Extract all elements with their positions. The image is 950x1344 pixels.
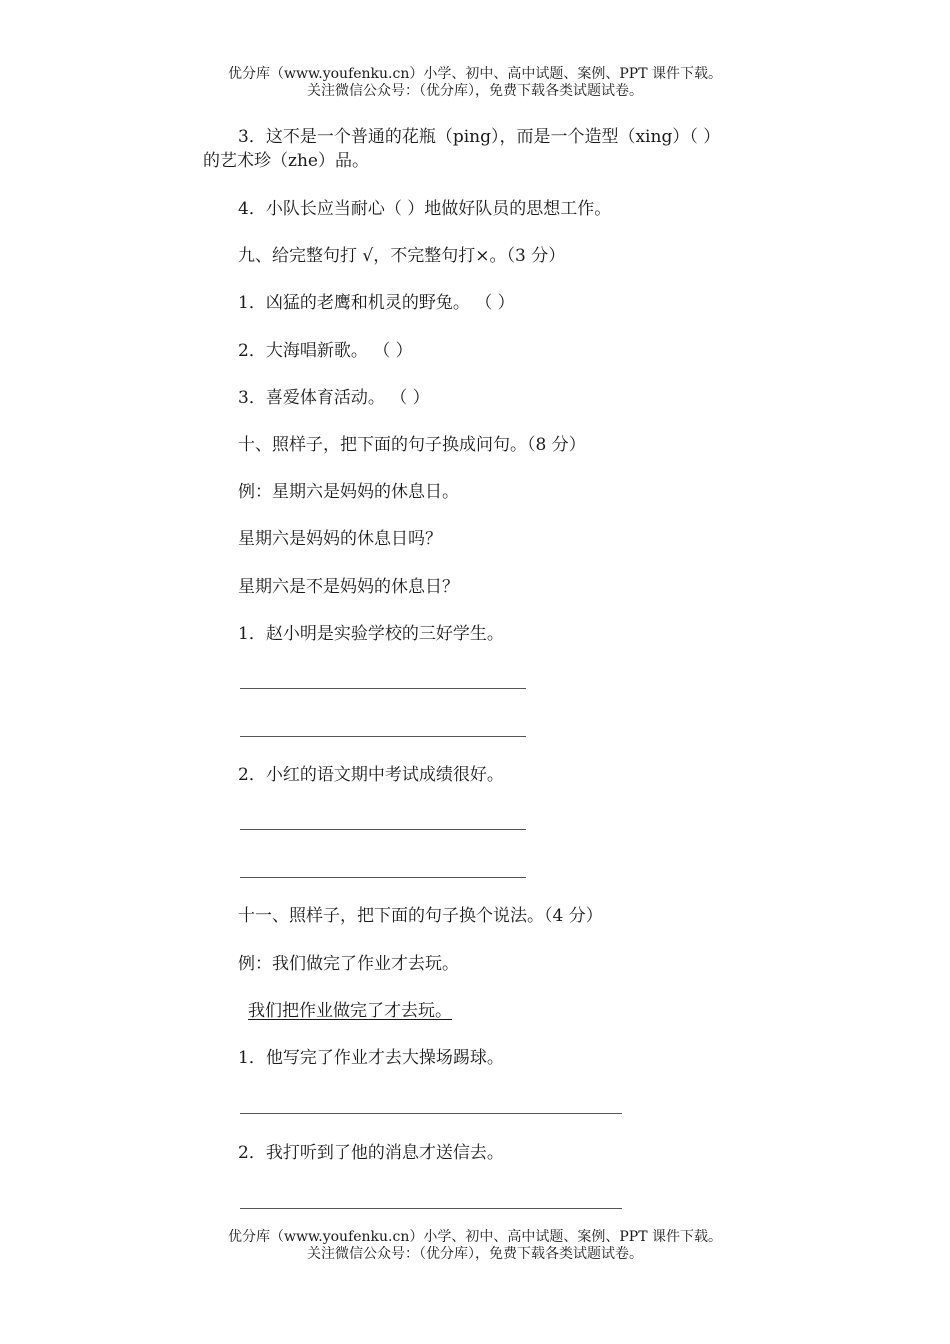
section-9-title: 九、给完整句打 √，不完整句打×。（3 分） [238,246,566,266]
question-10-2: 2．小红的语文期中考试成绩很好。 [238,765,504,785]
page-header [0,66,950,100]
section-10-example-answer-1: 星期六是妈妈的休息日吗？ [238,529,442,549]
question-9-2: 2．大海唱新歌。 （ ） [238,341,413,361]
answer-blank-11-1[interactable] [240,1113,622,1114]
section-10-example-answer-2: 星期六是不是妈妈的休息日？ [238,577,459,597]
question-8-4: 4．小队长应当耐心（ ）地做好队员的思想工作。 [238,199,612,219]
answer-blank-10-1b[interactable] [240,736,526,737]
header-line-1: 优分库（www.youfenku.cn）小学、初中、高中试题、案例、PPT 课件下载。 [227,66,722,82]
answer-blank-10-2a[interactable] [240,829,526,830]
header-line-2: 关注微信公众号：（优分库），免费下载各类试题试卷。 [307,83,643,99]
section-11-example-answer: 我们把作业做完了才去玩。 [248,1001,452,1021]
page-footer [0,1229,950,1263]
question-8-3-line-2: 的艺术珍（zhe）品。 [203,151,369,171]
answer-blank-11-2[interactable] [240,1208,622,1209]
answer-blank-10-2b[interactable] [240,877,526,878]
question-9-3: 3．喜爱体育活动。 （ ） [238,388,430,408]
question-9-1: 1．凶猛的老鹰和机灵的野兔。 （ ） [238,293,515,313]
question-11-2: 2．我打听到了他的消息才送信去。 [238,1143,504,1163]
question-10-1: 1．赵小明是实验学校的三好学生。 [238,624,504,644]
question-8-3-line-1: 3．这不是一个普通的花瓶（ping），而是一个造型（xing）（ ） [238,127,721,147]
section-10-title: 十、照样子，把下面的句子换成问句。（8 分） [238,435,586,455]
answer-blank-10-1a[interactable] [240,688,526,689]
footer-line-2: 关注微信公众号：（优分库），免费下载各类试题试卷。 [307,1246,643,1262]
footer-line-1: 优分库（www.youfenku.cn）小学、初中、高中试题、案例、PPT 课件下载。 [227,1229,722,1245]
section-10-example: 例：星期六是妈妈的休息日。 [238,482,459,502]
section-11-example: 例：我们做完了作业才去玩。 [238,954,459,974]
question-11-1: 1．他写完了作业才去大操场踢球。 [238,1048,504,1068]
section-11-title: 十一、照样子，把下面的句子换个说法。（4 分） [238,906,603,926]
